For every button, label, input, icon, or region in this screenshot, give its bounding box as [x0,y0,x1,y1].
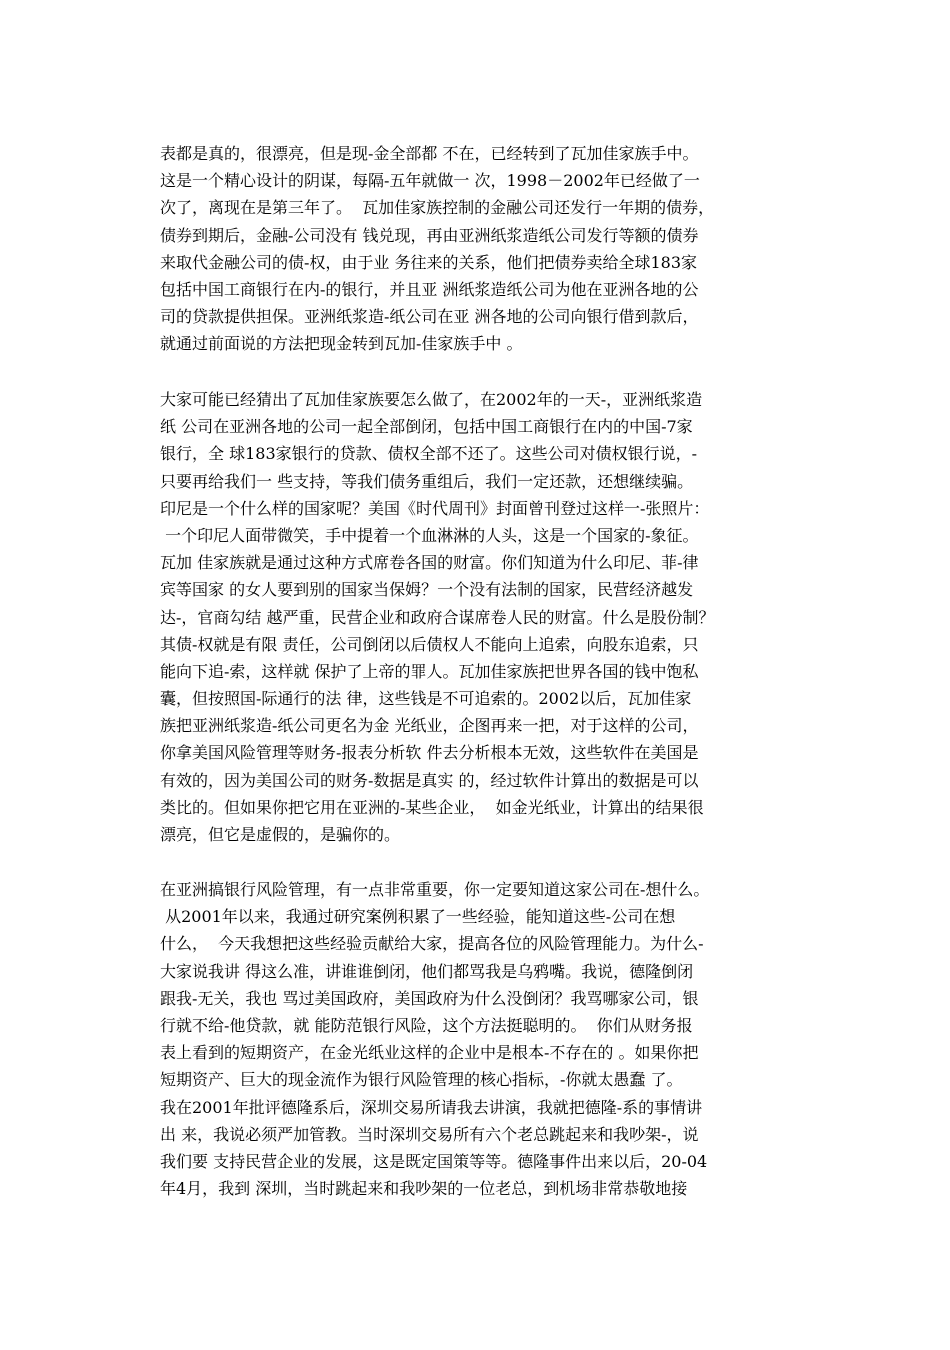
text-line: 瓦加 佳家族就是通过这种方式席卷各国的财富。你们知道为什么印尼、菲-律 [160,553,699,573]
text-line: 表都是真的，很漂亮，但是现-金全部都 不在，已经转到了瓦加佳家族手中。 [160,144,699,163]
text-line: 宾等国家 的女人要到别的国家当保姆？一个没有法制的国家，民营经济越发 [160,580,694,600]
paragraph-1 [160,140,810,358]
text-line: 族把亚洲纸浆造-纸公司更名为金 光纸业，企图再来一把，对于这样的公司， [160,716,699,736]
text-line: 来取代金融公司的债-权，由于业 务往来的关系，他们把债券卖给全球183家 [160,252,698,272]
text-line: 其债-权就是有限 责任，公司倒闭以后债权人不能向上追索，向股东追索，只 [160,634,699,654]
text-line: 达-，官商勾结 越严重，民营企业和政府合谋席卷人民的财富。什么是股份制？ [160,607,715,627]
text-line: 我在2001年批评德隆系后，深圳交易所请我去讲演，我就把德隆-系的事情讲 [160,1097,703,1117]
text-line: 印尼是一个什么样的国家呢？美国《时代周刊》封面曾刊登过这样一-张照片： [160,498,710,518]
text-line: 年4月，我到 深圳，当时跳起来和我吵架的一位老总，到机场非常恭敬地接 [160,1179,688,1199]
text-line: 次了，离现在是第三年了。 瓦加佳家族控制的金融公司还发行一年期的债券， [160,198,715,218]
text-line: 短期资产、巨大的现金流作为银行风险管理的核心指标，-你就太愚蠢 了。 [160,1070,683,1090]
text-line: 债券到期后，金融-公司没有 钱兑现，再由亚洲纸浆造纸公司发行等额的债券 [160,225,699,245]
text-line: 跟我-无关，我也 骂过美国政府，美国政府为什么没倒闭？我骂哪家公司，银 [160,988,699,1008]
text-line: 包括中国工商银行在内-的银行，并且亚 洲纸浆造纸公司为他在亚洲各地的公 [160,279,699,299]
paragraph-3 [160,876,810,1202]
text-line: 这是一个精心设计的阴谋，每隔-五年就做一 次，1998－2002年已经做了一 [160,171,700,191]
text-line: 表上看到的短期资产，在金光纸业这样的企业中是根本-不存在的 。如果你把 [160,1043,699,1063]
text-line: 漂亮，但它是虚假的，是骗你的。 [160,825,401,844]
text-line: 我们要 支持民营企业的发展，这是既定国策等等。德隆事件出来以后，20-04 [160,1151,708,1171]
text-line: 从2001年以来，我通过研究案例积累了一些经验，能知道这些-公司在想 [160,907,676,927]
text-line: 能向下追-索，这样就 保护了上帝的罪人。瓦加佳家族把世界各国的钱中饱私 [160,661,699,681]
text-line: 出 来，我说必须严加管教。当时深圳交易所有六个老总跳起来和我吵架-，说 [160,1124,699,1144]
text-line: 银行，全 球183家银行的贷款、债权全部不还了。这些公司对债权银行说，- [160,444,698,464]
paragraph-2 [160,386,810,848]
text-line: 只要再给我们一 些支持，等我们债务重组后，我们一定还款，还想继续骗。 [160,471,694,491]
text-line: 一个印尼人面带微笑，手中提着一个血淋淋的人头，这是一个国家的-象征。 [160,525,699,545]
text-line: 囊，但按照国-际通行的法 律，这些钱是不可追索的。2002以后，瓦加佳家 [160,689,692,709]
text-line: 有效的，因为美国公司的财务-数据是真实 的，经过软件计算出的数据是可以 [160,770,699,790]
text-line: 就通过前面说的方法把现金转到瓦加-佳家族手中 。 [160,334,523,354]
text-line: 你拿美国风险管理等财务-报表分析软 件去分析根本无效，这些软件在美国是 [160,743,699,763]
text-line: 纸 公司在亚洲各地的公司一起全部倒闭，包括中国工商银行在内的中国-7家 [160,417,693,437]
text-line: 行就不给-他贷款，就 能防范银行风险，这个方法挺聪明的。 你们从财务报 [160,1015,693,1035]
text-line: 大家说我讲 得这么准，讲谁谁倒闭，他们都骂我是乌鸦嘴。我说，德隆倒闭 [160,961,694,981]
text-line: 什么， 今天我想把这些经验贡献给大家，提高各位的风险管理能力。为什么- [160,934,704,954]
text-line: 司的贷款提供担保。亚洲纸浆造-纸公司在亚 洲各地的公司向银行借到款后， [160,307,699,327]
text-line: 大家可能已经猜出了瓦加佳家族要怎么做了，在2002年的一天-，亚洲纸浆造 [160,390,703,409]
text-line: 类比的。但如果你把它用在亚洲的-某些企业， 如金光纸业，计算出的结果很 [160,797,704,817]
text-line: 在亚洲搞银行风险管理，有一点非常重要，你一定要知道这家公司在-想什么。 [160,880,710,899]
